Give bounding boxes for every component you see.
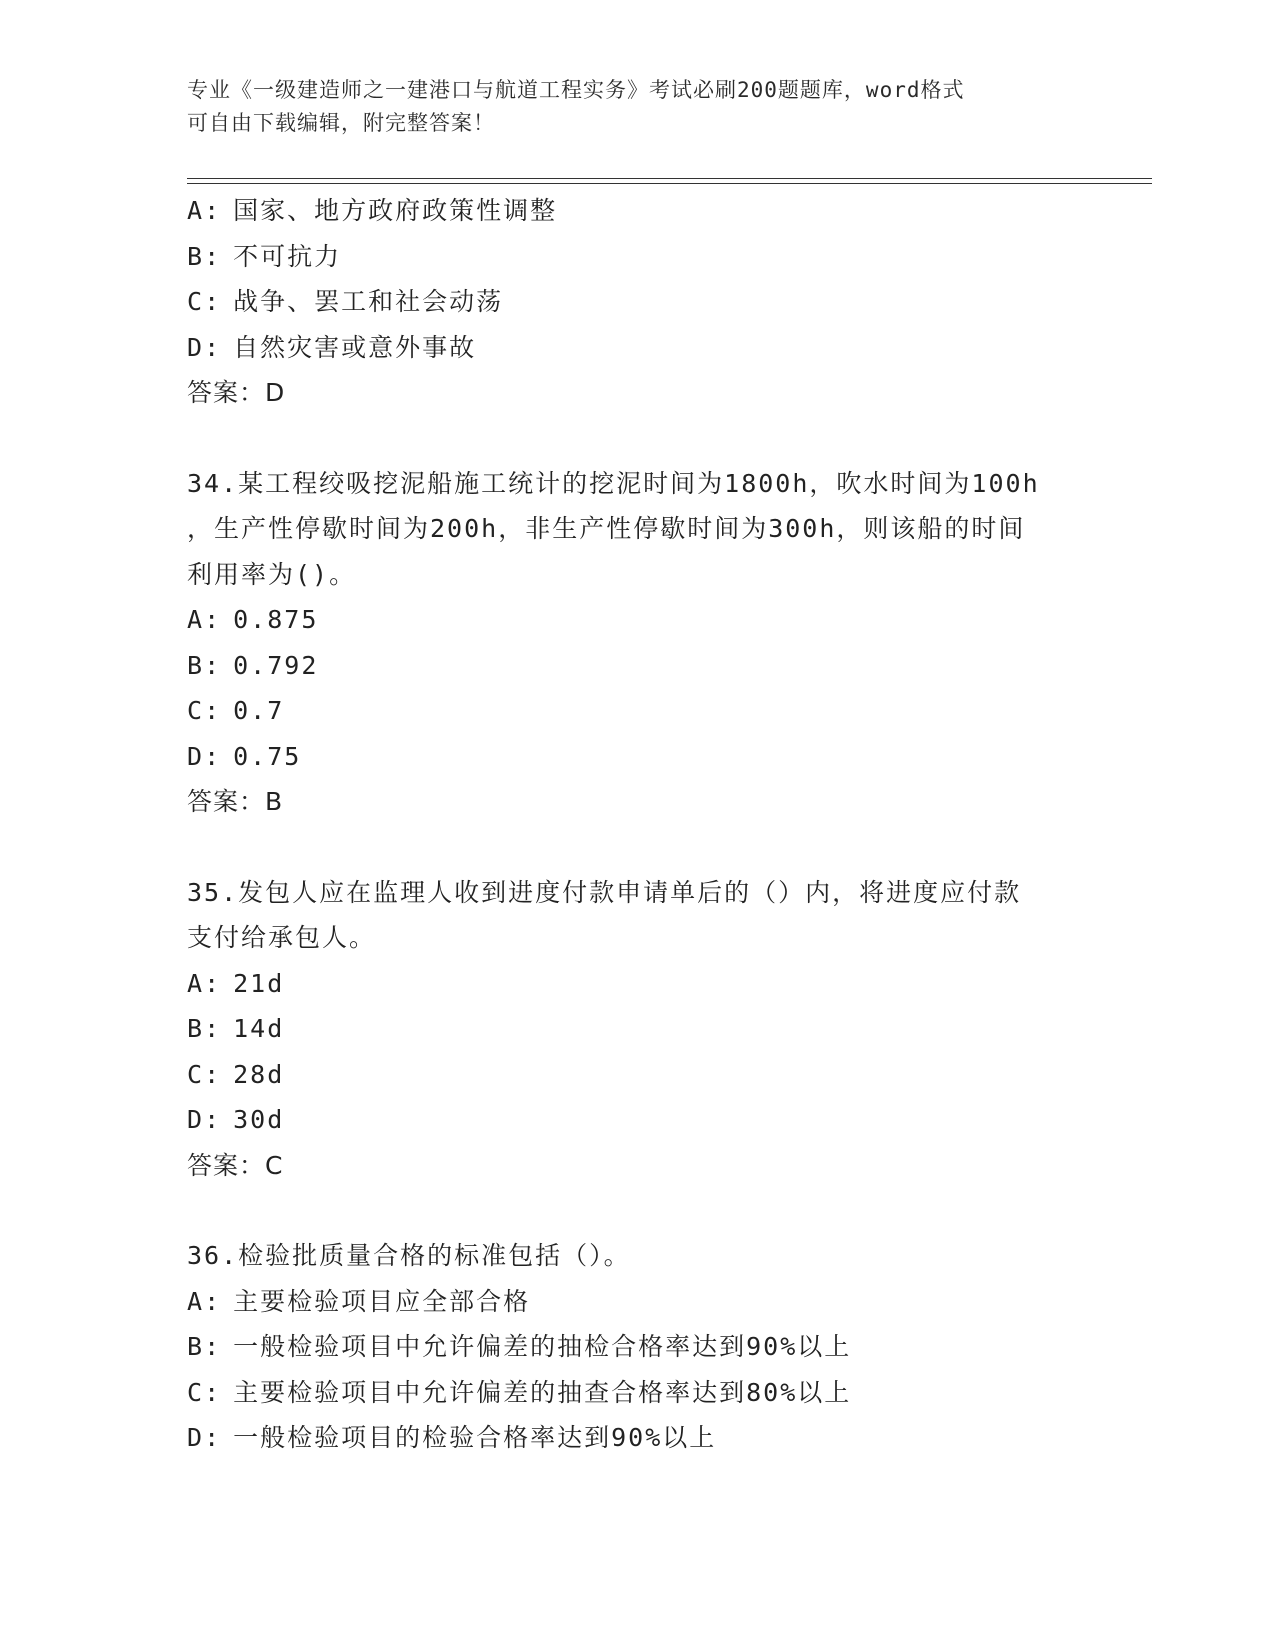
answer-line: 答案：C xyxy=(187,1150,284,1180)
option-a: A: 主要检验项目应全部合格 xyxy=(187,1286,531,1316)
header-line-2: 可自由下载编辑，附完整答案！ xyxy=(187,111,495,135)
question-stem-line: 35.发包人应在监理人收到进度付款申请单后的（）内，将进度应付款 xyxy=(187,877,1022,907)
header-line-1: 专业《一级建造师之一建港口与航道工程实务》考试必刷200题题库，word格式 xyxy=(187,78,965,102)
option-d: D: 30d xyxy=(187,1105,285,1134)
question-stem-line: 支付给承包人。 xyxy=(187,923,377,952)
question-stem-line: 利用率为()。 xyxy=(187,559,357,589)
question-list xyxy=(187,188,1087,1461)
spacer xyxy=(187,825,1087,870)
question-36 xyxy=(187,1233,1087,1461)
question-stem-line: ，生产性停歇时间为200h，非生产性停歇时间为300h，则该船的时间 xyxy=(187,514,1026,543)
option-b: B: 一般检验项目中允许偏差的抽检合格率达到90%以上 xyxy=(187,1332,852,1361)
option-d: D: 一般检验项目的检验合格率达到90%以上 xyxy=(187,1423,717,1452)
document-header xyxy=(187,74,1067,140)
question-stem-line: 36.检验批质量合格的标准包括（）。 xyxy=(187,1241,631,1270)
option-d: D: 0.75 xyxy=(187,741,302,771)
option-d: D: 自然灾害或意外事故 xyxy=(187,332,477,362)
answer-line: 答案：B xyxy=(187,787,284,816)
option-a: A: 国家、地方政府政策性调整 xyxy=(187,196,558,225)
answer-line: 答案：D xyxy=(187,378,286,407)
header-divider-top xyxy=(187,178,1152,179)
option-c: C: 28d xyxy=(187,1059,285,1089)
question-stem-line: 34.某工程绞吸挖泥船施工统计的挖泥时间为1800h，吹水时间为100h xyxy=(187,468,1040,498)
option-c: C: 主要检验项目中允许偏差的抽查合格率达到80%以上 xyxy=(187,1377,852,1407)
header-divider-bottom xyxy=(187,183,1152,184)
option-c: C: 战争、罢工和社会动荡 xyxy=(187,287,504,316)
question-35 xyxy=(187,870,1087,1189)
option-b: B: 14d xyxy=(187,1014,285,1043)
question-34 xyxy=(187,461,1087,825)
option-b: B: 不可抗力 xyxy=(187,241,342,271)
question-33 xyxy=(187,188,1087,416)
option-b: B: 0.792 xyxy=(187,650,319,680)
option-c: C: 0.7 xyxy=(187,696,285,725)
option-a: A: 0.875 xyxy=(187,605,319,634)
option-a: A: 21d xyxy=(187,968,285,998)
spacer xyxy=(187,416,1087,461)
spacer xyxy=(187,1188,1087,1233)
